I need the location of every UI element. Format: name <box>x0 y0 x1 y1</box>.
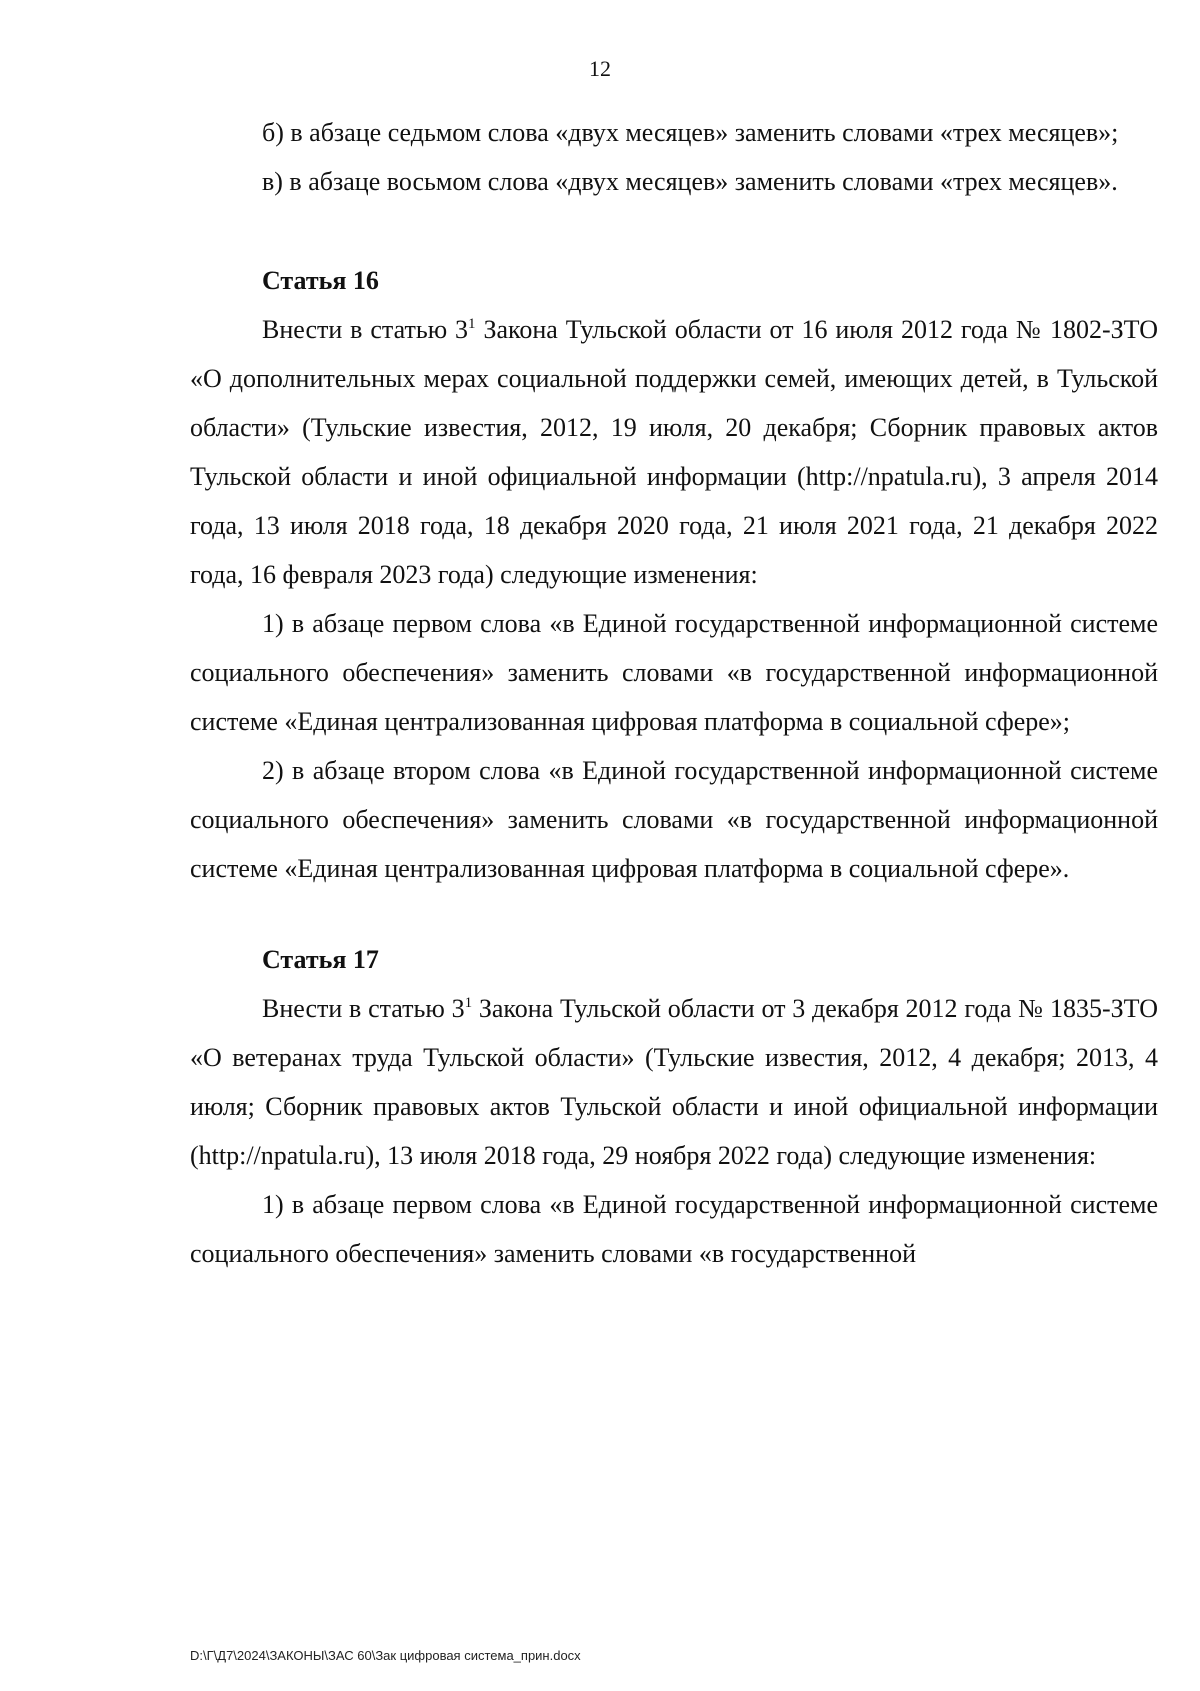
article-17-lead <box>190 984 1158 1180</box>
article-17-lead-start: Внести в статью 3 <box>262 994 465 1023</box>
article-16-lead-rest: Закона Тульской области от 16 июля 2012 года № 1802-ЗТО «О дополнительных мерах социальной поддержки семей, имеющих детей, в Тульской области» (Тульские известия, 2012, 19 июля, 20 декабря; Сборник правовых актов Тульской области и иной официальной информации (http://npatula.ru), 3 апреля 2014 года, 13 июля 2018 года, 18 декабря 2020 года, 21 июля 2021 года, 21 декабря 2022 года, 16 февраля 2023 года) следующие изменения: <box>190 315 1158 589</box>
paragraph-item-v: в) в абзаце восьмом слова «двух месяцев» заменить словами «трех месяцев». <box>262 167 1118 196</box>
article-17-superscript: 1 <box>464 995 473 1011</box>
article-17-lead-rest: Закона Тульской области от 3 декабря 2012 года № 1835-ЗТО «О ветеранах труда Тульской области» (Тульские известия, 2012, 4 декабря; 2013, 4 июля; Сборник правовых актов Тульской области и иной официальной информации (http://npatula.ru), 13 июля 2018 года, 29 ноября 2022 года) следующие изменения: <box>190 994 1158 1170</box>
article-16-heading: Статья 16 <box>262 266 379 295</box>
article-17-heading: Статья 17 <box>262 945 379 974</box>
article-16-lead <box>190 305 1158 599</box>
article-16-superscript: 1 <box>468 316 476 332</box>
article-17-item-1: 1) в абзаце первом слова «в Единой государственной информационной системе социального обеспечения» заменить словами «в государственной <box>190 1190 1158 1268</box>
paragraph-item-b: б) в абзаце седьмом слова «двух месяцев» заменить словами «трех месяцев»; <box>262 118 1119 147</box>
article-16-lead-start: Внести в статью 3 <box>262 315 469 344</box>
article-16-item-2: 2) в абзаце втором слова «в Единой государственной информационной системе социального обеспечения» заменить словами «в государственной информационной системе «Единая централизованная цифровая платформа в социальной сфере». <box>190 756 1158 883</box>
document-body <box>190 108 1158 1278</box>
page-number: 12 <box>589 56 611 81</box>
article-16-item-1: 1) в абзаце первом слова «в Единой государственной информационной системе социального обеспечения» заменить словами «в государственной информационной системе «Единая централизованная цифровая платформа в социальной сфере»; <box>190 609 1158 736</box>
file-path-footer: D:\Г\Д7\2024\ЗАКОНЫ\ЗАС 60\Зак цифровая система_прин.docx <box>190 1648 581 1663</box>
